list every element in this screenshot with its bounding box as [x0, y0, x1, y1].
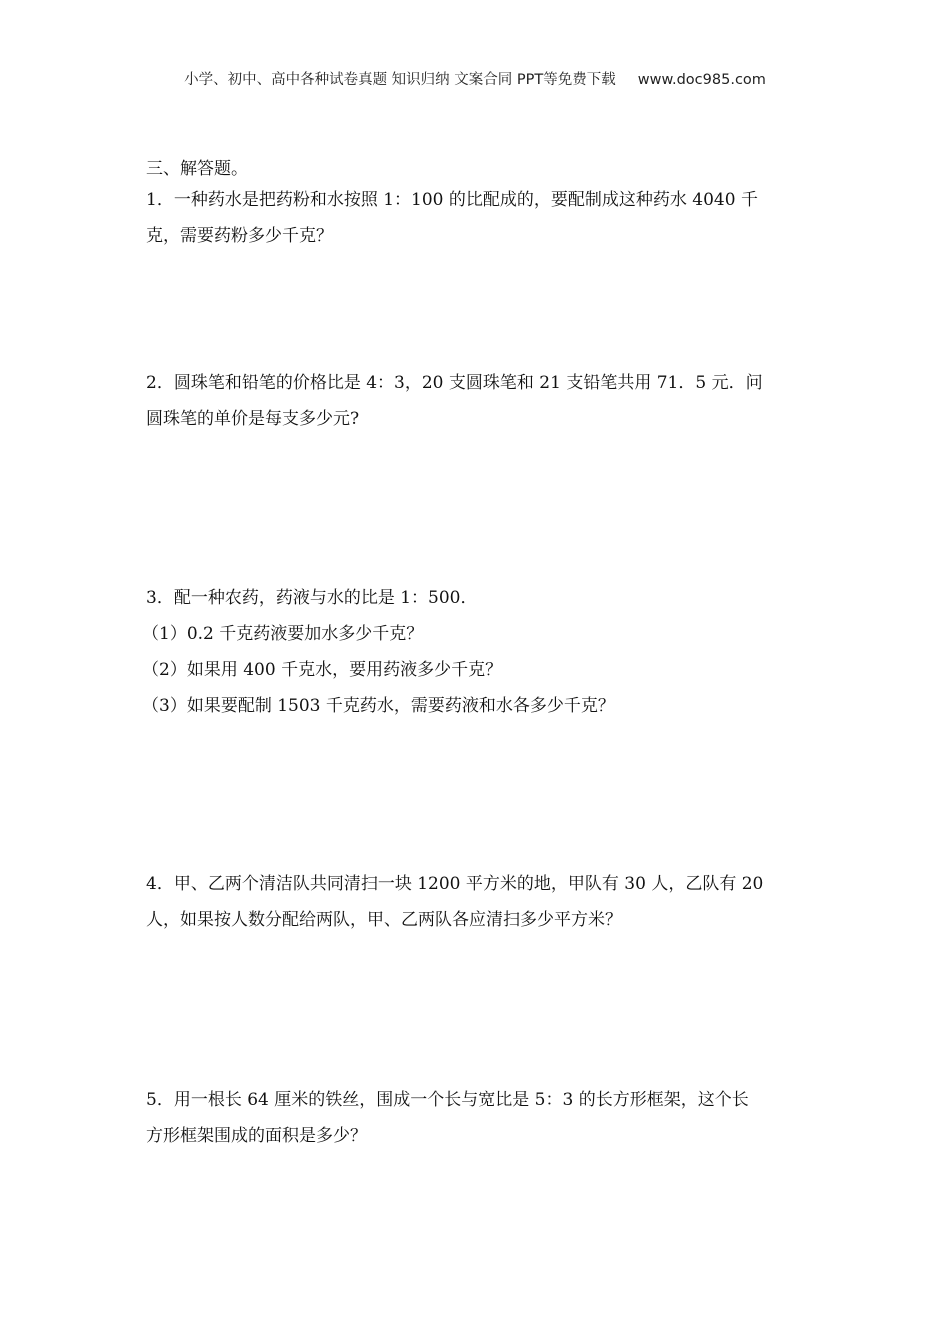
question-1-line-1: 1．一种药水是把药粉和水按照 1：100 的比配成的，要配制成这种药水 4040 千 — [146, 190, 758, 210]
question-1-line-2: 克，需要药粉多少千克？ — [146, 226, 333, 246]
question-2-line-2: 圆珠笔的单价是每支多少元? — [146, 409, 360, 429]
question-5-line-1: 5．用一根长 64 厘米的铁丝，围成一个长与宽比是 5：3 的长方形框架，这个长 — [146, 1090, 749, 1110]
question-4-line-1: 4．甲、乙两个清洁队共同清扫一块 1200 平方米的地，甲队有 30 人，乙队有 20 — [146, 874, 764, 894]
question-3-sub-2: （2）如果用 400 千克水，要用药液多少千克？ — [142, 660, 503, 680]
header-url: www.doc985.com — [637, 72, 766, 88]
question-3-sub-3: （3）如果要配制 1503 千克药水，需要药液和水各多少千克？ — [142, 696, 615, 716]
question-2-line-1: 2．圆珠笔和铅笔的价格比是 4：3，20 支圆珠笔和 21 支铅笔共用 71．5 元．问 — [146, 373, 763, 393]
question-4-line-2: 人，如果按人数分配给两队，甲、乙两队各应清扫多少平方米？ — [146, 910, 622, 930]
question-5 — [146, 1082, 812, 1154]
page-header — [0, 68, 950, 89]
question-4 — [146, 866, 812, 938]
question-5-line-2: 方形框架围成的面积是多少？ — [146, 1126, 367, 1146]
question-1 — [146, 182, 812, 254]
question-3 — [142, 580, 812, 724]
question-3-line-1: 3．配一种农药，药液与水的比是 1：500． — [146, 588, 478, 608]
header-text: 小学、初中、高中各种试卷真题 知识归纳 文案合同 PPT等免费下载 — [184, 72, 616, 88]
question-3-sub-1: （1）0.2 千克药液要加水多少千克？ — [142, 624, 424, 644]
section-title: 三、解答题。 — [146, 159, 248, 179]
question-2 — [146, 365, 812, 437]
